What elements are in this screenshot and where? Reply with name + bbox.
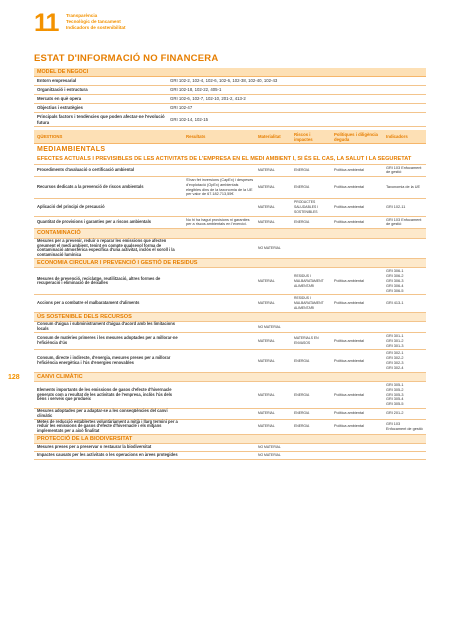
risk-cell: ENERGIA: [294, 392, 310, 397]
question-cell: Accions per a combatre el malbaratament d'aliments: [37, 300, 140, 306]
policy-cell: Política ambiental: [334, 411, 364, 416]
subsection-heading: PROTECCIÓ DE LA BIODIVERSITAT: [34, 435, 426, 445]
business-model-heading: MODEL DE NEGOCI: [34, 68, 426, 77]
col-policies: Polítiques i diligència deguda: [334, 131, 378, 142]
risk-cell: PRODUCTES SALUDABLES I SOSTENIBLES: [294, 200, 319, 214]
chapter-number: 11: [34, 9, 59, 37]
result-cell: [184, 206, 256, 208]
col-indicators: Indicadors: [386, 134, 408, 139]
table-row: [34, 217, 426, 230]
policy-cell: Política ambiental: [334, 279, 364, 284]
chapter-line: Tecnològic de tancament: [66, 19, 121, 24]
subsection-heading: CONTAMINACIÓ: [34, 229, 426, 239]
row-value: GRI 102-18, 102-22, 405-1: [170, 87, 222, 93]
question-cell: Mesures per a prevenir, reduir o reparar les emissions que afecten greument el medi ambient, tenint en compte qualsevol forma de contaminació atmosfèrica específica d'una activitat, inclòs el soroll i la contaminació lumínica: [37, 237, 175, 258]
policy-cell: Política ambiental: [334, 167, 364, 172]
risk-cell: [292, 455, 332, 457]
policy-cell: [332, 326, 384, 328]
row-value: GRI 102-6, 102-7, 102-10, 201-2, 413-2: [170, 96, 246, 102]
indicator-cell: GRI 305-1 GRI 305-2 GRI 305-3 GRI 305-4 GRI 305-5: [386, 383, 404, 407]
risk-cell: ENERGIA: [294, 185, 310, 190]
col-results: Resultats: [186, 134, 206, 139]
col-risks: Riscos i impactes: [294, 131, 313, 142]
business-model-row: [34, 104, 426, 113]
risk-cell: ENERGIA: [294, 220, 310, 225]
row-label: Principals factors i tendències que poden afectar-ne l'evolució futura: [37, 114, 165, 125]
chapter-line: Indicadors de sostenibilitat: [66, 25, 126, 30]
question-cell: Consum, directe i indirecte, d'energia, mesures preses per a millorar l'eficiència energètica i l'ús d'energies renovables: [37, 355, 171, 365]
table-row: [34, 239, 426, 259]
materiality-cell: MATERIAL: [258, 220, 275, 225]
result-cell: [184, 426, 256, 428]
indicator-cell: [384, 455, 426, 457]
indicator-cell: GRI 103 Enfocament de gestió: [386, 217, 422, 227]
result-cell: No hi ha hagut provisions ni garanties per a riscos ambientals en l'exercici.: [186, 217, 250, 227]
materiality-cell: MATERIAL: [258, 338, 275, 343]
materiality-cell: MATERIAL: [258, 358, 275, 363]
policy-cell: Política ambiental: [334, 358, 364, 363]
policy-cell: [332, 247, 384, 249]
policy-cell: Política ambiental: [334, 338, 364, 343]
table-row: [34, 420, 426, 435]
table-row: [34, 177, 426, 199]
question-cell: Aplicació del principi de precaució: [37, 204, 105, 210]
policy-cell: [332, 455, 384, 457]
section-rows: [34, 382, 426, 435]
result-cell: [184, 394, 256, 396]
risk-cell: ENERGIA: [294, 167, 310, 172]
question-cell: Recursos dedicats a la prevenció de riscos ambientals: [37, 184, 144, 190]
question-cell: Impactes causats per les activitats o les operacions en àrees protegides: [37, 452, 178, 458]
table-row: [34, 452, 426, 460]
result-cell: [184, 280, 256, 282]
question-cell: Procediments d'avaluació o certificació ambiental: [37, 166, 134, 172]
section-rows: [34, 165, 426, 230]
materiality-cell: MATERIAL: [258, 185, 275, 190]
section-rows: [34, 444, 426, 460]
question-cell: Mesures preses per a preservar o restaurar la biodiversitat: [37, 444, 152, 450]
question-cell: Mesures de prevenció, reciclatge, reutilització, altres formes de recuperació i eliminació de deixalles: [37, 275, 161, 286]
indicator-cell: GRI 302-1 GRI 302-2 GRI 302-3 GRI 302-4: [386, 351, 404, 370]
row-label: Organització i estructura: [37, 87, 88, 93]
result-cell: [184, 169, 256, 171]
page-number: 128: [8, 374, 20, 381]
col-materiality: Materialitat: [258, 134, 281, 139]
indicator-cell: [384, 247, 426, 249]
row-label: Objectius i estratègies: [37, 105, 83, 111]
result-cell: [184, 413, 256, 415]
section-rows: [34, 322, 426, 372]
table-row: [34, 268, 426, 295]
materiality-cell: MATERIAL: [258, 205, 275, 210]
table-row: [34, 333, 426, 350]
table-row: [34, 350, 426, 372]
row-value: GRI 102-47: [170, 105, 193, 111]
risk-cell: MATERIALS EN ENVASOS: [294, 336, 319, 346]
result-cell: S'han fet inversions (CapEx) i despeses d'explotació (OpEx) ambientals elegibles dins de la taxonomia de la UE per valor de 67.182.713,55€: [186, 178, 254, 197]
subsection-heading: EFECTES ACTUALS I PREVISIBLES DE LES ACTIVITATS DE L'EMPRESA EN EL MEDI AMBIENT I, SI ÉS EL CAS, LA SALUT I LA SEGURETAT: [34, 155, 426, 165]
indicator-cell: GRI 413-1: [386, 301, 404, 306]
result-cell: [184, 340, 256, 342]
result-cell: [184, 303, 256, 305]
materiality-cell: NO MATERIAL: [258, 324, 281, 329]
materiality-cell: NO MATERIAL: [258, 445, 281, 450]
col-questions: QÜESTIONS: [37, 134, 63, 139]
section-heading: MEDIAMBIENTALS: [37, 146, 106, 153]
table-row: [34, 199, 426, 216]
row-label: Mercats en què opera: [37, 96, 82, 102]
indicator-cell: GRI 301-1 GRI 301-2 GRI 301-3: [386, 333, 404, 348]
question-cell: Metes de reducció establertes voluntàriament a mitjà i llarg termini per a reduir les emissions de gasos d'efecte d'hivernacle i els mitjans implementats per a això finalitat: [37, 418, 178, 434]
indicator-cell: GRI 102-11: [386, 205, 406, 210]
result-cell: [184, 326, 256, 328]
result-cell: [184, 247, 256, 249]
policy-cell: Política ambiental: [334, 392, 364, 397]
section-rows: [34, 239, 426, 259]
table-row: [34, 295, 426, 312]
subsection-heading: ÚS SOSTENIBLE DELS RECURSOS: [34, 313, 426, 323]
result-cell: [184, 447, 256, 449]
risk-cell: RESIDUS I MALBARATAMENT ALIMENTARI: [294, 274, 324, 288]
materiality-cell: MATERIAL: [258, 411, 275, 416]
chapter-line: Transparència: [66, 13, 98, 18]
section-rows: [34, 268, 426, 312]
question-cell: Elements importants de les emissions de gasos d'efecte d'hivernacle generats com a resultat de les activitats de l'empresa, inclòs l'ús dels béns i serveis que produeix: [37, 386, 173, 402]
risk-cell: ENERGIA: [294, 424, 310, 429]
materiality-cell: NO MATERIAL: [258, 245, 281, 250]
subsection-heading: ECONOMIA CIRCULAR I PREVENCIÓ I GESTIÓ DE RESIDUS: [34, 259, 426, 269]
table-row: [34, 444, 426, 452]
question-cell: Consum d'aigua i subministrament d'aigua d'acord amb les limitacions locals: [37, 321, 176, 332]
table-row: [34, 165, 426, 178]
policy-cell: [332, 447, 384, 449]
indicator-cell: GRI 103 Enfocament de gestió: [386, 421, 423, 431]
table-row: [34, 322, 426, 333]
policy-cell: Política ambiental: [334, 205, 364, 210]
materiality-cell: MATERIAL: [258, 424, 275, 429]
indicator-cell: GRI 306-1 GRI 306-2 GRI 306-3 GRI 306-4 GRI 306-5: [386, 269, 404, 293]
question-cell: Quantitat de provisions i garanties per a riscos ambientals: [37, 219, 151, 225]
risk-cell: [292, 447, 332, 449]
business-model-row: [34, 77, 426, 86]
materiality-cell: MATERIAL: [258, 301, 275, 306]
table-row: [34, 409, 426, 420]
risk-cell: [292, 326, 332, 328]
business-model-rows: [34, 77, 426, 127]
materiality-cell: MATERIAL: [258, 167, 275, 172]
indicator-cell: [384, 326, 426, 328]
indicator-cell: Taxonomia de la UE: [386, 185, 420, 190]
policy-cell: Política ambiental: [334, 301, 364, 306]
subsection-heading: CANVI CLIMÀTIC: [34, 373, 426, 383]
question-cell: Consum de matèries primeres i les mesures adoptades per a millorar-ne l'eficiència d'ús: [37, 335, 178, 346]
table-header: [34, 130, 426, 144]
question-cell: Mesures adoptades per a adaptar-se a les conseqüències del canvi climàtic: [37, 407, 168, 418]
risk-cell: ENERGIA: [294, 411, 310, 416]
chapter-lines: [66, 13, 266, 31]
business-model-row: [34, 95, 426, 104]
materiality-cell: NO MATERIAL: [258, 453, 281, 458]
risk-cell: [292, 247, 332, 249]
policy-cell: Política ambiental: [334, 424, 364, 429]
risk-cell: ENERGIA: [294, 358, 310, 363]
policy-cell: Política ambiental: [334, 185, 364, 190]
row-value: GRI 102-2, 102-4, 102-6, 102-6, 102-38, 102-40, 102-43: [170, 78, 278, 84]
indicator-cell: GRI 201-2: [386, 411, 404, 416]
row-label: Entorn empresarial: [37, 78, 77, 84]
row-value: GRI 102-14, 102-15: [170, 116, 208, 122]
indicator-cell: [384, 447, 426, 449]
policy-cell: Política ambiental: [334, 220, 364, 225]
page-title: ESTAT D'INFORMACIÓ NO FINANCERA: [34, 53, 219, 64]
business-model-row: [34, 113, 426, 127]
indicator-cell: GRI 103 Enfocament de gestió: [386, 165, 422, 175]
result-cell: [184, 455, 256, 457]
risk-cell: RESIDUS I MALBARATAMENT ALIMENTARI: [294, 296, 324, 311]
table-row: [34, 382, 426, 409]
materiality-cell: MATERIAL: [258, 279, 275, 284]
report-table: [34, 68, 426, 460]
business-model-row: [34, 86, 426, 95]
result-cell: [184, 360, 256, 362]
materiality-cell: MATERIAL: [258, 392, 275, 397]
